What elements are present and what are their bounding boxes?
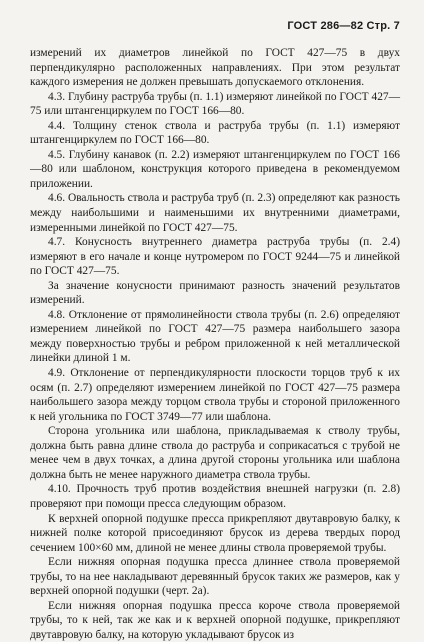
page-header: ГОСТ 286—82 Стр. 7	[287, 20, 400, 32]
paragraph: 4.10. Прочность труб против воздействия внешней нагрузки (п. 2.8) проверяют при помощи пресса следующим образом.	[30, 483, 400, 510]
paragraph: измерений их диаметров линейкой по ГОСТ 427—75 в двух перпендикулярно расположенных направлениях. При этом результат каждого измерения не должен превышать допускаемого отклонения.	[30, 47, 400, 89]
paragraph: Сторона угольника или шаблона, прикладываемая к стволу трубы, должна быть равна длине ствола до раструба и соприкасаться с трубой не менее чем в двух точках, а длина другой стороны угольника или шаблона должна быть не менее наружного диаметра ствола трубы.	[30, 425, 400, 481]
paragraph: 4.3. Глубину раструба трубы (п. 1.1) измеряют линейкой по ГОСТ 427—75 или штангенциркулем по ГОСТ 166—80.	[30, 90, 400, 118]
paragraph: 4.8. Отклонение от прямолинейности ствола трубы (п. 2.6) определяют измерением линейкой по ГОСТ 427—75 размера наибольшего зазора между поверхностью трубы и ребром приложенной к ней металлической линейки длиной 1 м.	[30, 308, 400, 365]
paragraph: 4.4. Толщину стенок ствола и раструба трубы (п. 1.1) измеряют штангенциркулем по ГОСТ 166—80.	[30, 119, 400, 147]
paragraph: К верхней опорной подушке пресса прикрепляют двутавровую балку, к нижней полке которой присоединяют брусок из дерева твердых пород сечением 100×60 мм, длиной не менее длины ствола проверяемой трубы.	[30, 512, 400, 554]
paragraph: 4.7. Конусность внутреннего диаметра раструба трубы (п. 2.4) измеряют в его начале и конце нутромером по ГОСТ 9244—75 и линейкой по ГОСТ 427—75.	[30, 236, 400, 278]
paragraph: 4.9. Отклонение от перпендикулярности плоскости торцов труб к их осям (п. 2.7) определяют измерением линейкой по ГОСТ 427—75 размера наибольшего зазора между торцом ствола трубы и стороной приложенного к ней угольника по ГОСТ 3749—77 или шаблона.	[30, 367, 400, 423]
paragraph: За значение конусности принимают разность значений результатов измерений.	[30, 279, 400, 307]
document-body	[30, 46, 400, 642]
paragraph: Если нижняя опорная подушка пресса длиннее ствола проверяемой трубы, то на нее накладывают деревянный брусок таких же размеров, как у верхней опорной подушки (черт. 2а).	[30, 556, 400, 598]
paragraph: Если нижняя опорная подушка пресса короче ствола проверяемой трубы, то к ней, так же как и к верхней опорной подушке, прикрепляют двутавровую балку, на которую укладывают брусок из	[30, 599, 400, 641]
paragraph: 4.5. Глубину канавок (п. 2.2) измеряют штангенциркулем по ГОСТ 166—80 или шаблоном, конструкция которого приведена в рекомендуемом приложении.	[30, 148, 400, 190]
paragraph: 4.6. Овальность ствола и раструба труб (п. 2.3) определяют как разность между наибольшими и наименьшими их внутренними диаметрами, измеренными линейкой по ГОСТ 427—75.	[30, 192, 400, 234]
